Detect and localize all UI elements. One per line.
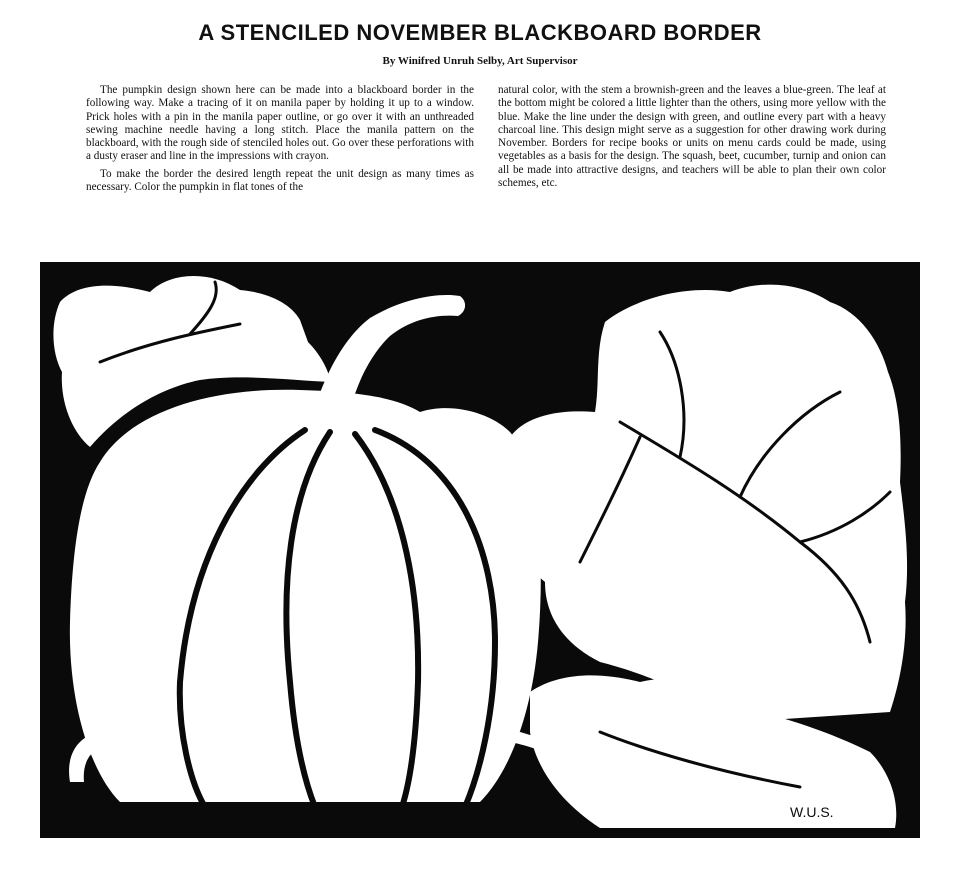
- article-byline: By Winifred Unruh Selby, Art Supervisor: [382, 55, 578, 67]
- pumpkin-stencil-illustration: [40, 262, 920, 838]
- right-text-column: [498, 84, 886, 194]
- paragraph: To make the border the desired length repeat the unit design as many times as necessary. Color the pumpkin in flat tones of the: [86, 167, 474, 194]
- paragraph: The pumpkin design shown here can be made into a blackboard border in the following way. Make a tracing of it on manila paper by holding it up to a window. Prick holes with a pin in the manila paper outline, or go over it with an unthreaded sewing machine needle having a long stitch. Place the manila pattern on the blackboard, with the rough side of stenciled holes out. Go over these perforations with a dusty eraser and line in the impressions with crayon.: [86, 84, 474, 163]
- paragraph: natural color, with the stem a brownish-green and the leaves a blue-green. The leaf at the bottom might be colored a little lighter than the others, using more yellow with the blue. Make the line under the design with green, and outline every part with a heavy charcoal line. This design might serve as a suggestion for other drawing work during November. Borders for recipe books or units on menu cards could be made, using vegetables as a basis for the design. The squash, beet, cucumber, turnip and onion can all be made into attractive designs, and teachers will be able to plan their own color schemes, etc.: [498, 84, 886, 190]
- artist-signature: W.U.S.: [790, 804, 834, 820]
- article-title: A STENCILED NOVEMBER BLACKBOARD BORDER: [198, 20, 762, 45]
- pumpkin-stencil-svg: [40, 262, 920, 838]
- left-text-column: [86, 84, 474, 198]
